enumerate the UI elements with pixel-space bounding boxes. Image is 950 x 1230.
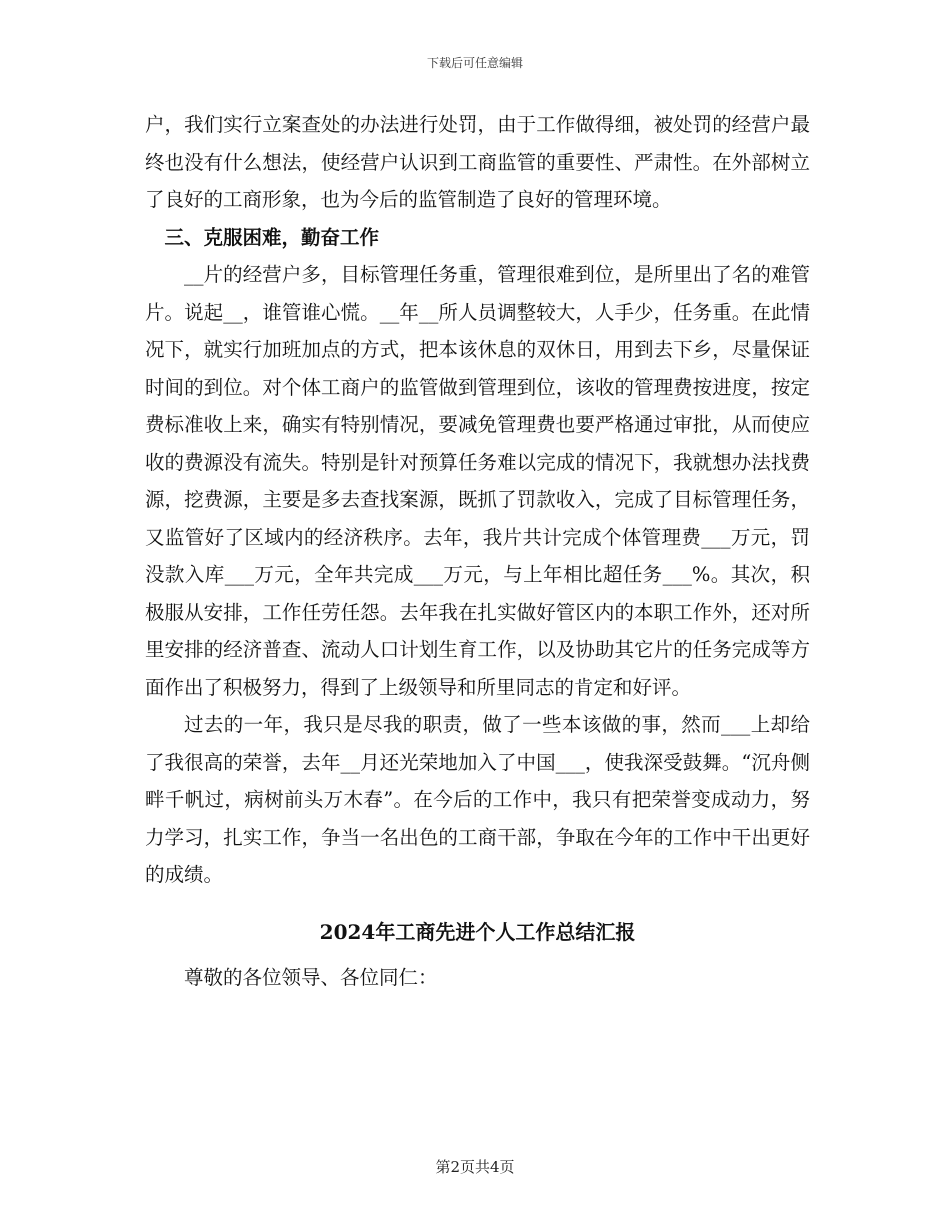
document-body (145, 106, 810, 997)
paragraph-overcome-difficulties: __片的经营户多，目标管理任务重，管理很难到位，是所里出了名的难管片。说起__，谁管谁心慌。__年__所人员调整较大，人手少，任务重。在此情况下，就实行加班加点的方式，把本该休息的双休日，用到去下乡，尽量保证时间的到位。对个体工商户的监管做到管理到位，该收的管理费按进度，按定费标准收上来，确实有特别情况，要减免管理费也要严格通过审批，从而使应收的费源没有流失。特别是针对预算任务难以完成的情况下，我就想办法找费源，挖费源，主要是多去查找案源，既抓了罚款收入，完成了目标管理任务，又监管好了区域内的经济秩序。去年，我片共计完成个体管理费___万元，罚没款入库___万元，全年共完成___万元，与上年相比超任务___%。其次，积极服从安排，工作任劳任怨。去年我在扎实做好管区内的本职工作外，还对所里安排的经济普查、流动人口计划生育工作，以及协助其它片的任务完成等方面作出了积极努力，得到了上级领导和所里同志的肯定和好评。 (145, 263, 810, 699)
section-heading: 三、克服困难，勤奋工作 (164, 225, 380, 249)
document-title: 2024年工商先进个人工作总结汇报 (319, 919, 636, 944)
greeting-line: 尊敬的各位领导、各位同仁： (184, 966, 438, 989)
paragraph-continued: 户，我们实行立案查处的办法进行处罚，由于工作做得细，被处罚的经营户最终也没有什么想法，使经营户认识到工商监管的重要性、严肃性。在外部树立了良好的工商形象，也为今后的监管制造了良好的管理环境。 (145, 113, 810, 211)
page-header: 下载后可任意编辑 (426, 56, 523, 70)
page-number: 第2页共4页 (435, 1158, 515, 1176)
paragraph-past-year: 过去的一年，我只是尽我的职责，做了一些本该做的事，然而___上却给了我很高的荣誉，去年__月还光荣地加入了中国___，使我深受鼓舞。“沉舟侧畔千帆过，病树前头万木春”。在今后的工作中，我只有把荣誉变成动力，努力学习，扎实工作，争当一名出色的工商干部，争取在今年的工作中干出更好的成绩。 (145, 713, 810, 886)
